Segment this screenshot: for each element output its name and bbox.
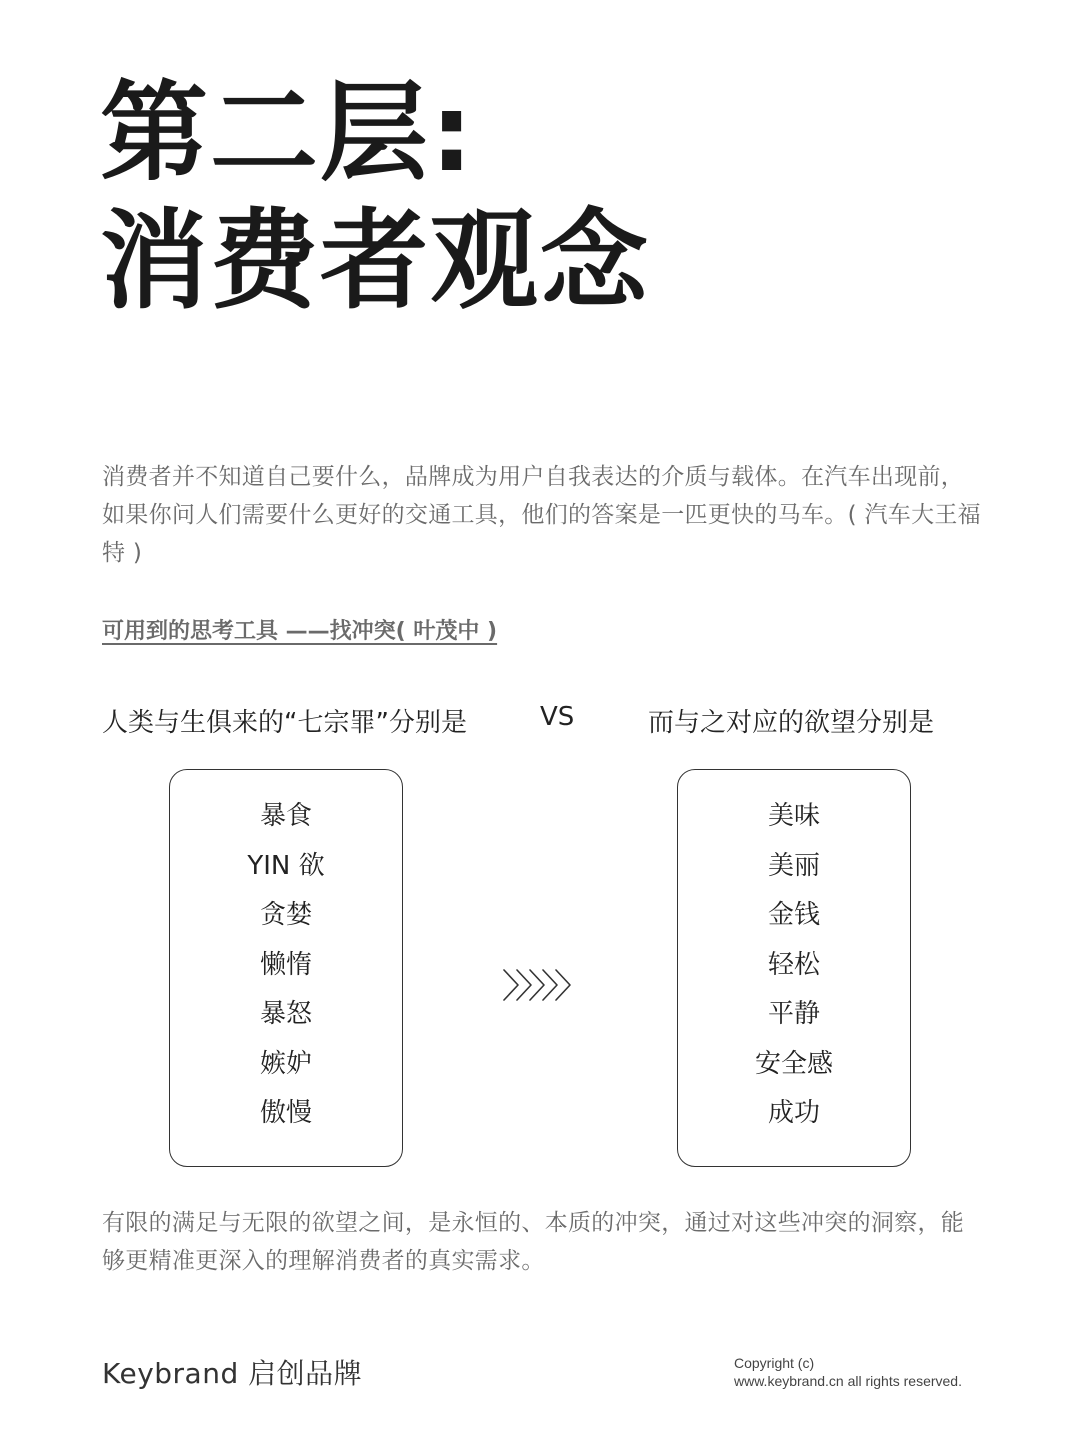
desire-item: 美味 xyxy=(767,801,820,831)
sin-item: 懒惰 xyxy=(259,949,312,980)
sin-item: 嫉妒 xyxy=(259,1048,312,1079)
desire-item: 轻松 xyxy=(767,949,820,980)
sin-item: 贪婪 xyxy=(259,900,312,930)
sin-item: YIN 欲 xyxy=(247,850,325,881)
sin-item: 傲慢 xyxy=(259,1098,312,1128)
sin-item: 暴食 xyxy=(259,801,312,831)
sins-box xyxy=(169,769,403,1167)
copyright-line-1: Copyright (c) xyxy=(734,1355,815,1371)
vs-label: VS xyxy=(540,702,575,732)
sin-item: 暴怒 xyxy=(259,999,312,1029)
conclusion-paragraph: 有限的满足与无限的欲望之间，是永恒的、本质的冲突，通过对这些冲突的洞察，能够更精准更深入的理解消费者的真实需求。 xyxy=(102,1210,965,1274)
thinking-tool-label: 可用到的思考工具 ——找冲突( 叶茂中 ) xyxy=(102,619,498,644)
desire-item: 金钱 xyxy=(767,900,820,930)
desire-item: 成功 xyxy=(767,1098,820,1128)
chevrons-right-icon xyxy=(502,966,574,1004)
page-title-line-1: 第二层: xyxy=(100,71,476,196)
desires-heading: 而与之对应的欲望分别是 xyxy=(648,708,935,738)
desire-item: 安全感 xyxy=(754,1048,833,1079)
desires-box xyxy=(677,769,911,1167)
copyright-line-2: www.keybrand.cn all rights reserved. xyxy=(734,1373,962,1389)
desire-item: 美丽 xyxy=(767,850,820,881)
intro-paragraph: 消费者并不知道自己要什么，品牌成为用户自我表达的介质与载体。在汽车出现前，如果你问人们需要什么更好的交通工具，他们的答案是一匹更快的马车。( 汽车大王福特 ) xyxy=(102,464,981,566)
brand-name: Keybrand 启创品牌 xyxy=(102,1357,363,1390)
copyright-notice xyxy=(734,1354,962,1390)
sins-heading: 人类与生俱来的“七宗罪”分别是 xyxy=(102,708,467,738)
page-title-line-2: 消费者观念 xyxy=(100,199,651,324)
desire-item: 平静 xyxy=(767,999,820,1029)
